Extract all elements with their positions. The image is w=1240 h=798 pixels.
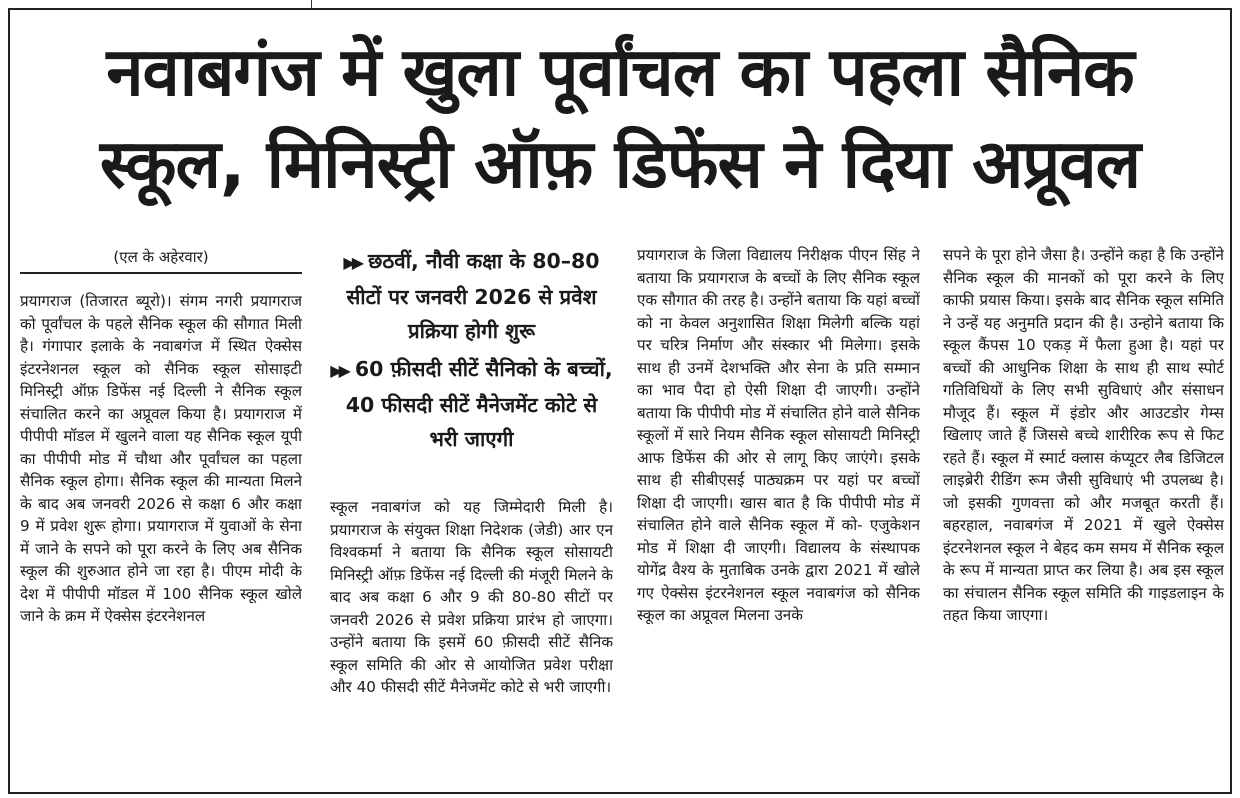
- byline-underline: [20, 272, 302, 274]
- top-divider: [311, 0, 312, 8]
- double-play-arrow-icon: ▶▶: [330, 361, 347, 380]
- highlights-box: [330, 244, 613, 486]
- article-column-2: [330, 496, 613, 786]
- highlight-text: छठवीं, नौवी कक्षा के 80–80 सीटों पर जनवरी 2026 से प्रवेश प्रक्रिया होगी शुरू: [346, 249, 600, 343]
- double-play-arrow-icon: ▶▶: [343, 253, 361, 272]
- highlight-item: [330, 352, 613, 456]
- article-column-1: [20, 290, 302, 785]
- headline-line-2: स्कूल, मिनिस्ट्री ऑफ़ डिफेंस ने दिया अप्रूवल: [99, 125, 1141, 203]
- column-4-text: सपने के पूरा होने जैसा है। उन्होंने कहा है कि उन्होंने सैनिक स्कूल की मानकों को पूरा करने के लिए काफी प्रयास किया। इसके बाद सैनिक स्कूल समिति ने उन्हें यह अनुमति प्रदान की है। उन्होने बताया कि स्कूल कैंपस 10 एकड़ में फैला हुआ है। यहां पर बच्चों की आधुनिक शिक्षा के साथ ही साथ स्पोर्ट गतिविधियों के लिए सभी सुविधाएं और संसाधन मौजूद हैं। स्कूल में इंडोर और आउटडोर गेम्स खिलाए जाते हैं जिससे बच्चे शारीरिक रूप से फिट रहते हैं। स्कूल में स्मार्ट क्लास कंप्यूटर लैब डिजिटल लाइब्रेरी रीडिंग रूम जैसी सुविधाएं भी उपलब्ध है। जो इसकी गुणवत्ता को और मजबूत करती हैं। बहरहाल, नवाबगंज में 2021 में खुले ऐक्सेस इंटरनेशनल स्कूल ने बेहद कम समय में सैनिक स्कूल के रूप में मान्यता प्राप्त कर लिया है। अब इस स्कूल का संचालन सैनिक स्कूल समिति की गाइडलाइन के तहत किया जाएगा।: [943, 246, 1224, 624]
- column-2-text: स्कूल नवाबगंज को यह जिम्मेदारी मिली है। प्रयागराज के संयुक्त शिक्षा निदेशक (जेडी) आर एन विश्वकर्मा ने बताया कि सैनिक स्कूल सोसायटी मिनिस्ट्री ऑफ़ डिफेंस नई दिल्ली की मंजूरी मिलने के बाद अब कक्षा 6 और 9 की 80-80 सीटों पर जनवरी 2026 से प्रवेश प्रक्रिया प्रारंभ हो जाएगा। उन्होंने बताया कि इसमें 60 फ़ीसदी सीटें सैनिक स्कूल समिति की ओर से आयोजित प्रवेश परीक्षा और 40 फीसदी सीटें मैनेजमेंट कोटे से भरी जाएगी।: [330, 498, 613, 696]
- article-column-3: [637, 244, 920, 786]
- headline-line-1: नवाबगंज में खुला पूर्वांचल का पहला सैनिक: [106, 33, 1134, 111]
- highlight-text: 60 फ़ीसदी सीटें सैनिको के बच्चों, 40 फीसदी सीटें मैनेजमेंट कोटे से भरी जाएगी: [345, 357, 613, 451]
- column-1-text: प्रयागराज (तिजारत ब्यूरो)। संगम नगरी प्रयागराज को पूर्वांचल के पहले सैनिक स्कूल की सौगात मिली है। गंगापार इलाके के नवाबगंज में स्थित ऐक्सेस इंटरनेशनल स्कूल को सैनिक स्कूल सोसाइटी मिनिस्ट्री ऑफ़ डिफेंस नई दिल्ली ने सैनिक स्कूल संचालित करने का अप्रूवल किया है। प्रयागराज में पीपीपी मॉडल में खुलने वाला यह सैनिक स्कूल यूपी का पीपीपी मोड में चौथा और पूर्वांचल का पहला सैनिक स्कूल होगा। सैनिक स्कूल की मान्यता मिलने के बाद अब जनवरी 2026 से कक्षा 6 और कक्षा 9 में प्रवेश शुरू होगा। प्रयागराज में युवाओं के सेना में जाने के सपने को पूरा करने के लिए अब सैनिक स्कूल की शुरुआत होने जा रहा है। पीएम मोदी के देश में पीपीपी मॉडल में 100 सैनिक स्कूल खोले जाने के क्रम में ऐक्सेस इंटरनेशनल: [20, 292, 302, 625]
- headline: [18, 26, 1222, 210]
- highlight-item: [330, 244, 613, 348]
- column-3-text: प्रयागराज के जिला विद्यालय निरीक्षक पीएन सिंह ने बताया कि प्रयागराज के बच्चों के लिए सैनिक स्कूल एक सौगात की तरह है। उन्होंने बताया कि यहां बच्चों को ना केवल अनुशासित शिक्षा मिलेगी बल्कि यहां पर चरित्र निर्माण और संस्कार भी मिलेगा। इसके साथ ही उनमें देशभक्ति और सेना के प्रति सम्मान का भाव पैदा हो ऐसी शिक्षा दी जाएगी। उन्होंने बताया कि पीपीपी मोड में संचालित होने वाले सैनिक स्कूलों में सारे नियम सैनिक स्कूल सोसायटी मिनिस्ट्री आफ डिफेंस की ओर से लागू किए जाएंगे। इसके साथ ही सीबीएसई पाठ्यक्रम पर यहां पर बच्चों शिक्षा दी जाएगी। खास बात है कि पीपीपी मोड में संचालित होने वाले सैनिक स्कूल में को- एजुकेशन मोड में शिक्षा दी जाएगी। विद्यालय के संस्थापक योगेंद्र वैश्य के मुताबिक उनके द्वारा 2021 में खोले गए ऐक्सेस इंटरनेशनल स्कूल नवाबगंज को सैनिक स्कूल का अप्रूवल मिलना उनके: [637, 246, 920, 624]
- article-column-4: [943, 244, 1224, 786]
- byline: (एल के अहेरवार): [113, 248, 209, 266]
